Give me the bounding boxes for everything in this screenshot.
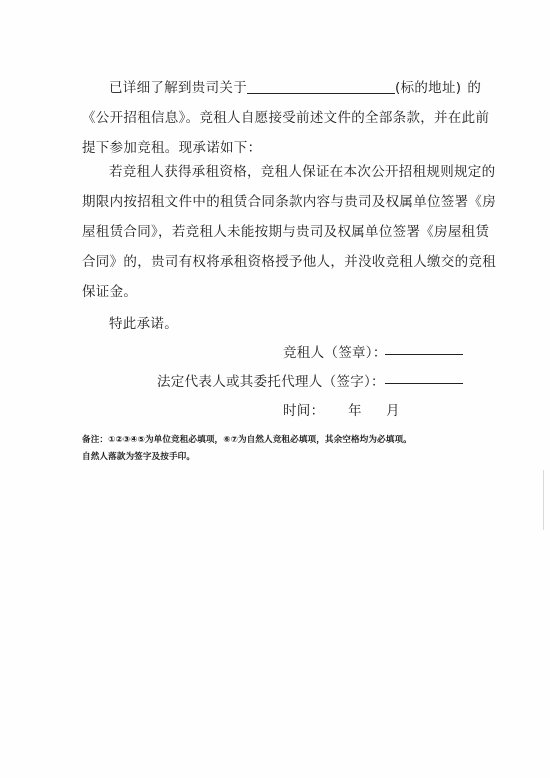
intro-line-1 [82,73,482,103]
footnote-line-1: 备注：①②③④⑤为单位竞租必填项，⑥⑦为自然人竞租必填项，其余空格均为必填项。 [82,435,412,445]
closing-text: 特此承诺。 [109,316,178,332]
commitment-line-4: 合同》的，贵司有权将承租资格授予他人，并没收竞租人缴交的竞租 [82,254,496,270]
intro-suffix: 的 [467,80,482,96]
footnote-line-2: 自然人落款为签字及按手印。 [82,452,196,462]
commitment-line-2: 期限内按招租文件中的租赁合同条款内容与贵司及权属单位签署《房 [82,194,496,210]
representative-signature-label: 法定代表人或其委托代理人（签字）： [157,374,385,390]
footnote [82,432,412,466]
commitment-line-5: 保证金。 [82,284,138,300]
intro-prefix: 已详细了解到贵司关于 [109,80,247,96]
time-label: 时间： [283,403,325,419]
representative-signature-line [385,383,463,384]
commitment-paragraph [82,157,496,307]
bidder-signature-label: 竞租人（签章）： [283,345,387,361]
month-label: 月 [386,403,400,419]
commitment-line-1: 若竞租人获得承租资格，竞租人保证在本次公开招租规则规定的 [109,164,496,180]
bidder-signature-line [385,354,463,355]
year-label: 年 [348,403,362,419]
scan-edge-mark [543,470,544,530]
commitment-line-3: 屋租赁合同》，若竞租人未能按期与贵司及权属单位签署《房屋租赁 [82,224,490,240]
closing-paragraph [82,309,472,339]
target-address-blank [247,78,395,94]
intro-paragraph [82,73,490,163]
intro-line-3: 提下参加竞租。现承诺如下： [82,140,262,156]
intro-line-2: 《公开招租信息》。竞租人自愿接受前述文件的全部条款，并在此前 [82,110,490,126]
target-address-hint: (标的地址) [395,80,462,96]
